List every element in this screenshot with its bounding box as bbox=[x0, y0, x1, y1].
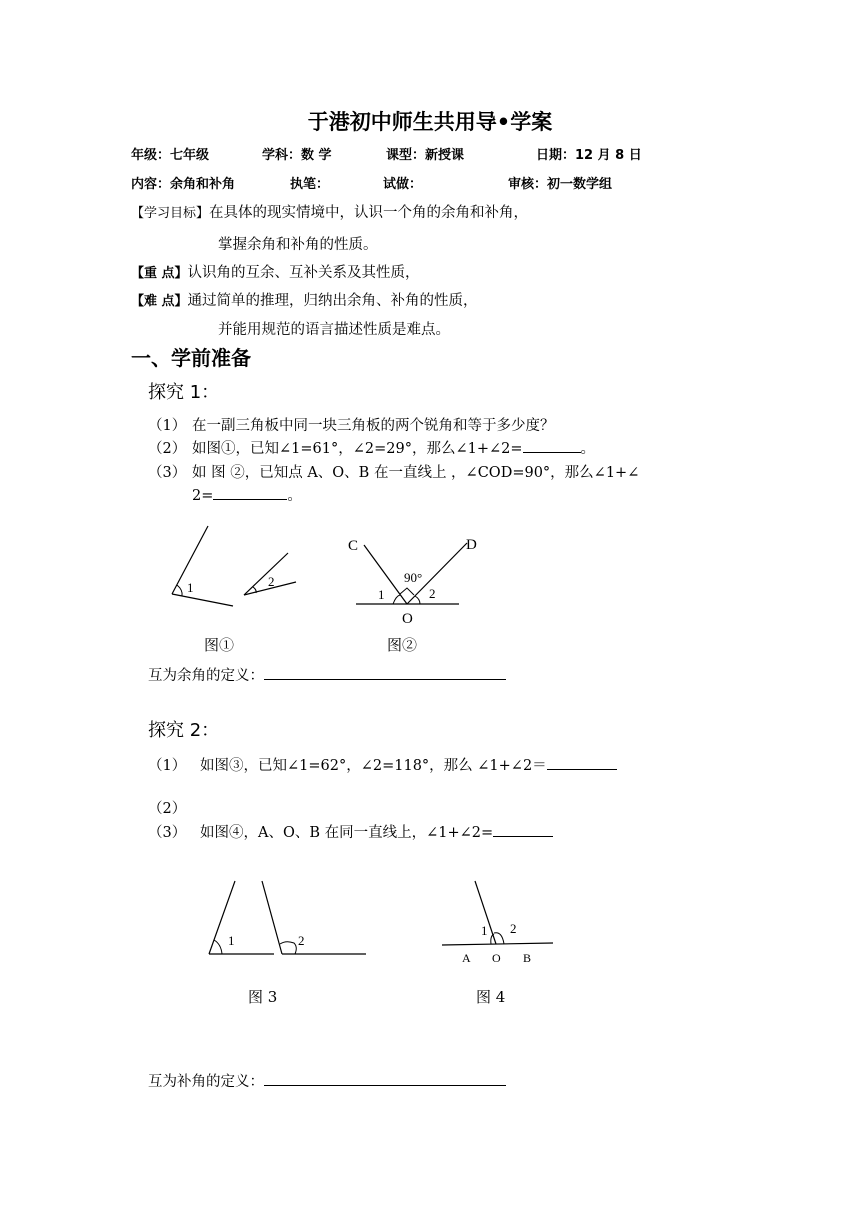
supplementary-definition-row bbox=[148, 1070, 506, 1091]
e2-q3-number: （3） bbox=[148, 825, 187, 841]
q3-text-line2: 2= bbox=[192, 488, 214, 504]
difficulty-text-line2: 并能用规范的语言描述性质是难点。 bbox=[218, 322, 450, 338]
subject-label: 学科：数 学 bbox=[262, 148, 332, 163]
grade-label: 年级：七年级 bbox=[131, 148, 210, 163]
fig1-ray-c bbox=[244, 553, 288, 595]
supplementary-definition-blank[interactable] bbox=[264, 1071, 506, 1086]
q2-line bbox=[192, 437, 595, 458]
figure-2 bbox=[340, 532, 490, 630]
fig2-angle-arc-2 bbox=[415, 596, 420, 604]
author-label: 执笔： bbox=[290, 177, 330, 192]
goal-text-line2: 掌握余角和补角的性质。 bbox=[218, 237, 378, 253]
q1-number: （1） bbox=[148, 418, 187, 434]
q3-number: （3） bbox=[148, 465, 187, 481]
q3-answer-blank[interactable] bbox=[213, 485, 287, 500]
fig4-label-b: B bbox=[523, 951, 532, 965]
trial-label: 试做： bbox=[383, 177, 423, 192]
lesson-type-label: 课型：新授课 bbox=[386, 148, 465, 163]
fig3-caption: 图 3 bbox=[248, 988, 278, 1006]
key-point-tag: 【重 点】 bbox=[131, 266, 188, 281]
supplementary-definition-label: 互为补角的定义： bbox=[148, 1074, 264, 1090]
fig2-label-c: C bbox=[348, 538, 359, 554]
complementary-definition-blank[interactable] bbox=[264, 665, 506, 680]
explore1-q2 bbox=[148, 437, 595, 458]
e2-q3-line bbox=[200, 821, 553, 842]
complementary-definition-row bbox=[148, 664, 506, 685]
e2-q1-number: （1） bbox=[148, 758, 187, 774]
figure-3 bbox=[200, 872, 375, 962]
e2-q1-text: 如图③，已知∠1=62°，∠2=118°，那么 ∠1+∠2＝ bbox=[200, 758, 547, 774]
goal-row bbox=[131, 201, 528, 222]
fig2-label-o: O bbox=[402, 611, 413, 627]
key-point-text: 认识角的互余、互补关系及其性质， bbox=[187, 265, 420, 281]
fig4-caption: 图 4 bbox=[476, 988, 506, 1006]
date-label: 日期：12 月 8 日 bbox=[536, 148, 642, 163]
difficulty-row bbox=[131, 289, 478, 310]
fig4-line-ab bbox=[442, 943, 553, 945]
fig1-label-2: 2 bbox=[268, 574, 275, 589]
q2-end: 。 bbox=[580, 441, 595, 457]
fig2-label-90: 90° bbox=[404, 570, 423, 585]
explore2-title: 探究 2： bbox=[148, 720, 220, 741]
figure-1 bbox=[160, 520, 320, 620]
fig1-ray-b bbox=[172, 594, 233, 606]
e2-q3-text: 如图④，A、O、B 在同一直线上，∠1+∠2= bbox=[200, 825, 494, 841]
e2-q3-answer-blank[interactable] bbox=[493, 822, 553, 837]
fig3-angle-arc-2 bbox=[280, 942, 296, 954]
explore2-q1 bbox=[148, 754, 547, 775]
e2-q2-number: （2） bbox=[148, 801, 187, 817]
key-point-row bbox=[131, 261, 420, 282]
difficulty-tag: 【难 点】 bbox=[131, 294, 188, 309]
fig2-right-angle-mark bbox=[400, 588, 414, 595]
q2-answer-blank[interactable] bbox=[523, 438, 581, 453]
explore1-title: 探究 1： bbox=[148, 382, 220, 403]
section-heading: 一、学前准备 bbox=[131, 346, 251, 370]
reviewer-label: 审核：初一数学组 bbox=[508, 177, 613, 192]
fig4-label-a: A bbox=[462, 951, 471, 965]
fig3-label-1: 1 bbox=[228, 933, 235, 948]
q2-number: （2） bbox=[148, 441, 187, 457]
fig1-label-1: 1 bbox=[187, 580, 194, 595]
difficulty-text-line1: 通过简单的推理，归纳出余角、补角的性质， bbox=[187, 293, 478, 309]
fig3-ray-c bbox=[262, 881, 282, 954]
fig4-label-1: 1 bbox=[481, 923, 488, 938]
e2-q1-line bbox=[200, 754, 617, 775]
e2-q1-answer-blank[interactable] bbox=[547, 755, 617, 770]
fig3-angle-arc-1 bbox=[214, 940, 222, 954]
q3-line2 bbox=[192, 484, 302, 505]
content-label: 内容：余角和补角 bbox=[131, 177, 236, 192]
q1-text: 在一副三角板中同一块三角板的两个锐角和等于多少度？ bbox=[192, 418, 555, 434]
page-title: 于港初中师生共用导•学案 bbox=[307, 110, 553, 134]
explore2-q3 bbox=[148, 821, 494, 842]
fig1-angle-arc bbox=[177, 585, 182, 596]
fig2-label-2: 2 bbox=[429, 586, 436, 601]
fig2-ray-oc bbox=[364, 545, 407, 604]
q3-end: 。 bbox=[287, 488, 302, 504]
complementary-definition-label: 互为余角的定义： bbox=[148, 668, 264, 684]
explore1-q1 bbox=[148, 414, 555, 435]
q2-text: 如图①，已知∠1=61°，∠2=29°，那么∠1+∠2= bbox=[192, 441, 523, 457]
goal-text-line1: 在具体的现实情境中，认识一个角的余角和补角， bbox=[209, 205, 529, 221]
fig4-label-o: O bbox=[492, 951, 501, 965]
figure-4 bbox=[430, 872, 565, 968]
fig2-label-1: 1 bbox=[378, 587, 385, 602]
goal-tag: 【学习目标】 bbox=[131, 206, 210, 221]
fig1-caption: 图① bbox=[204, 636, 235, 654]
explore1-q3 bbox=[148, 461, 640, 482]
fig2-label-d: D bbox=[466, 537, 477, 553]
fig3-label-2: 2 bbox=[298, 933, 305, 948]
q3-text-line1: 如 图 ②，已知点 A、O、B 在一直线上 ，∠COD=90°，那么∠1+∠ bbox=[192, 465, 640, 481]
fig2-caption: 图② bbox=[387, 636, 418, 654]
fig4-label-2: 2 bbox=[510, 921, 517, 936]
fig2-angle-arc-1 bbox=[393, 595, 400, 604]
